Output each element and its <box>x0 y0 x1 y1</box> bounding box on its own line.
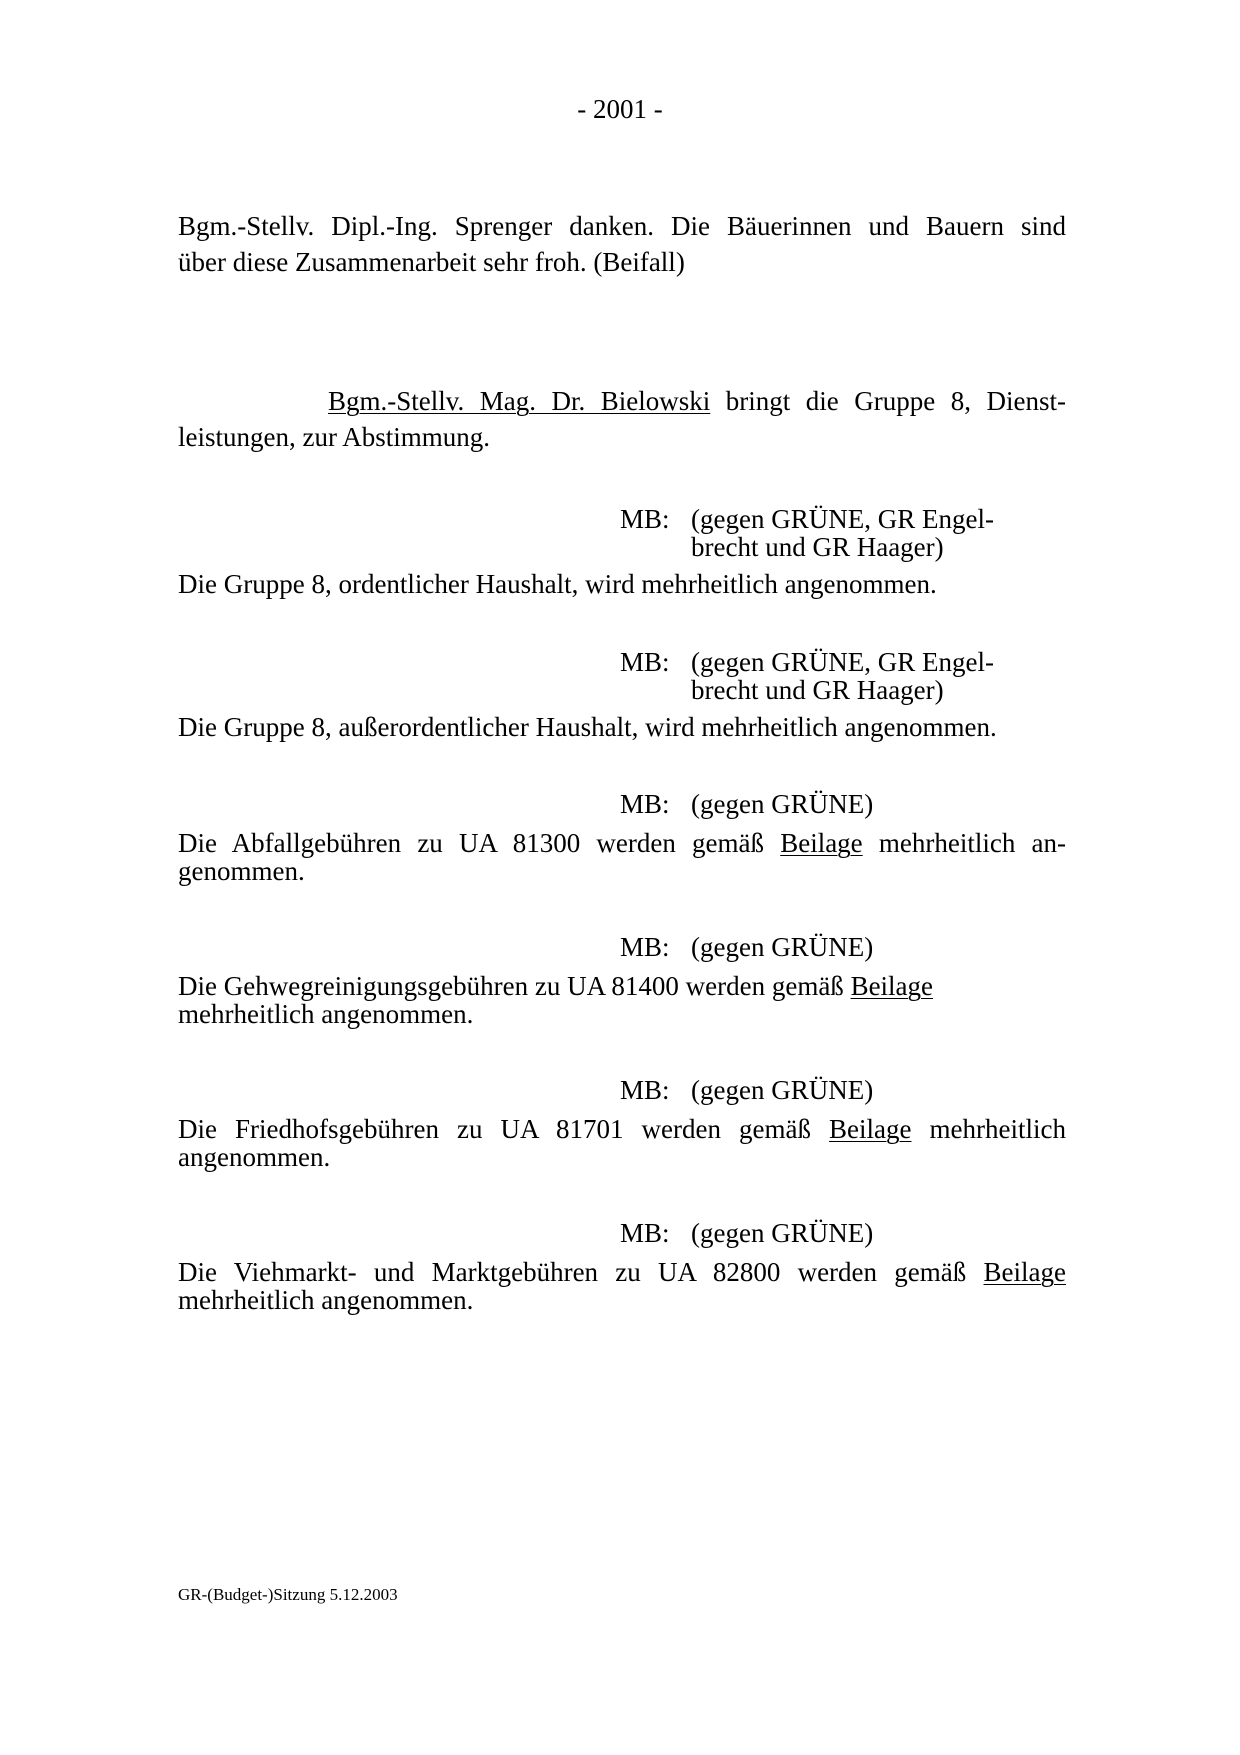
resolution-text-start: Die Abfallgebühren zu UA 81300 werden gemäß <box>178 828 781 858</box>
mb-text-line-1: (gegen GRÜNE, GR Engel- <box>691 647 994 677</box>
majority-note <box>620 1076 873 1104</box>
resolution-text <box>178 713 1066 741</box>
beilage-link[interactable]: Beilage <box>780 828 863 858</box>
mb-text-line-1: (gegen GRÜNE) <box>691 932 874 962</box>
resolution-line-1 <box>178 829 1066 857</box>
resolution-text <box>178 829 1066 885</box>
speaker-name: Bgm.-Stellv. Mag. Dr. Bielowski <box>328 386 711 416</box>
majority-note <box>620 933 873 961</box>
vote-call-line-2: leistungen, zur Abstimmung. <box>178 422 490 452</box>
beilage-link[interactable]: Beilage <box>850 971 934 1001</box>
majority-note <box>620 505 994 561</box>
mb-text-line-1: (gegen GRÜNE, GR Engel- <box>691 504 994 534</box>
mb-text-line-1: (gegen GRÜNE) <box>691 789 874 819</box>
majority-note <box>620 648 994 704</box>
resolution-line-1: Die Gruppe 8, ordentlicher Haushalt, wird mehrheitlich angenommen. <box>178 569 937 599</box>
resolution-text-start: Die Gehwegreinigungsgebühren zu UA 81400 werden gemäß <box>178 971 851 1001</box>
page-number: - 2001 - <box>577 94 663 124</box>
resolution-line-1 <box>178 1115 1066 1143</box>
resolution-line-1 <box>178 1258 1066 1286</box>
mb-text-line-2: brecht und GR Haager) <box>691 532 944 562</box>
mb-label: MB: <box>620 504 670 534</box>
mb-text-line-1: (gegen GRÜNE) <box>691 1075 874 1105</box>
resolution-text <box>178 972 1066 1028</box>
majority-note <box>620 1219 873 1247</box>
resolution-line-1: Die Gruppe 8, außerordentlicher Haushalt, wird mehrheitlich angenommen. <box>178 712 997 742</box>
mb-text-line-2: brecht und GR Haager) <box>691 675 944 705</box>
resolution-text <box>178 570 1066 598</box>
resolution-line-2: mehrheitlich angenommen. <box>178 999 474 1029</box>
resolution-text <box>178 1115 1066 1171</box>
resolution-text-end: mehrheitlich an- <box>862 828 1066 858</box>
mb-label: MB: <box>620 789 670 819</box>
resolution-text-start: Die Viehmarkt- und Marktgebühren zu UA 82800 werden gemäß <box>178 1257 984 1287</box>
intro-paragraph <box>178 208 1066 280</box>
vote-call-text: bringt die Gruppe 8, Dienst- <box>710 386 1067 416</box>
mb-label: MB: <box>620 1218 670 1248</box>
resolution-line-2: mehrheitlich angenommen. <box>178 1285 474 1315</box>
mb-text-line-1: (gegen GRÜNE) <box>691 1218 874 1248</box>
resolution-line-2: genommen. <box>178 856 305 886</box>
resolution-text-start: Die Friedhofsgebühren zu UA 81701 werden gemäß <box>178 1114 830 1144</box>
majority-note <box>620 790 873 818</box>
vote-call-paragraph <box>178 383 1066 455</box>
beilage-link[interactable]: Beilage <box>983 1257 1066 1287</box>
mb-label: MB: <box>620 932 670 962</box>
resolution-text <box>178 1258 1066 1314</box>
intro-line-2: über diese Zusammenarbeit sehr froh. (Beifall) <box>178 247 685 277</box>
page-footer: GR-(Budget-)Sitzung 5.12.2003 <box>178 1585 398 1604</box>
mb-label: MB: <box>620 1075 670 1105</box>
mb-label: MB: <box>620 647 670 677</box>
vote-call-line-1 <box>178 383 1066 419</box>
beilage-link[interactable]: Beilage <box>829 1114 912 1144</box>
resolution-text-end: mehrheitlich <box>911 1114 1066 1144</box>
resolution-line-2: angenommen. <box>178 1142 331 1172</box>
intro-line-1: Bgm.-Stellv. Dipl.-Ing. Sprenger danken. Die Bäuerinnen und Bauern sind <box>178 211 1066 241</box>
resolution-line-1 <box>178 972 1066 1000</box>
